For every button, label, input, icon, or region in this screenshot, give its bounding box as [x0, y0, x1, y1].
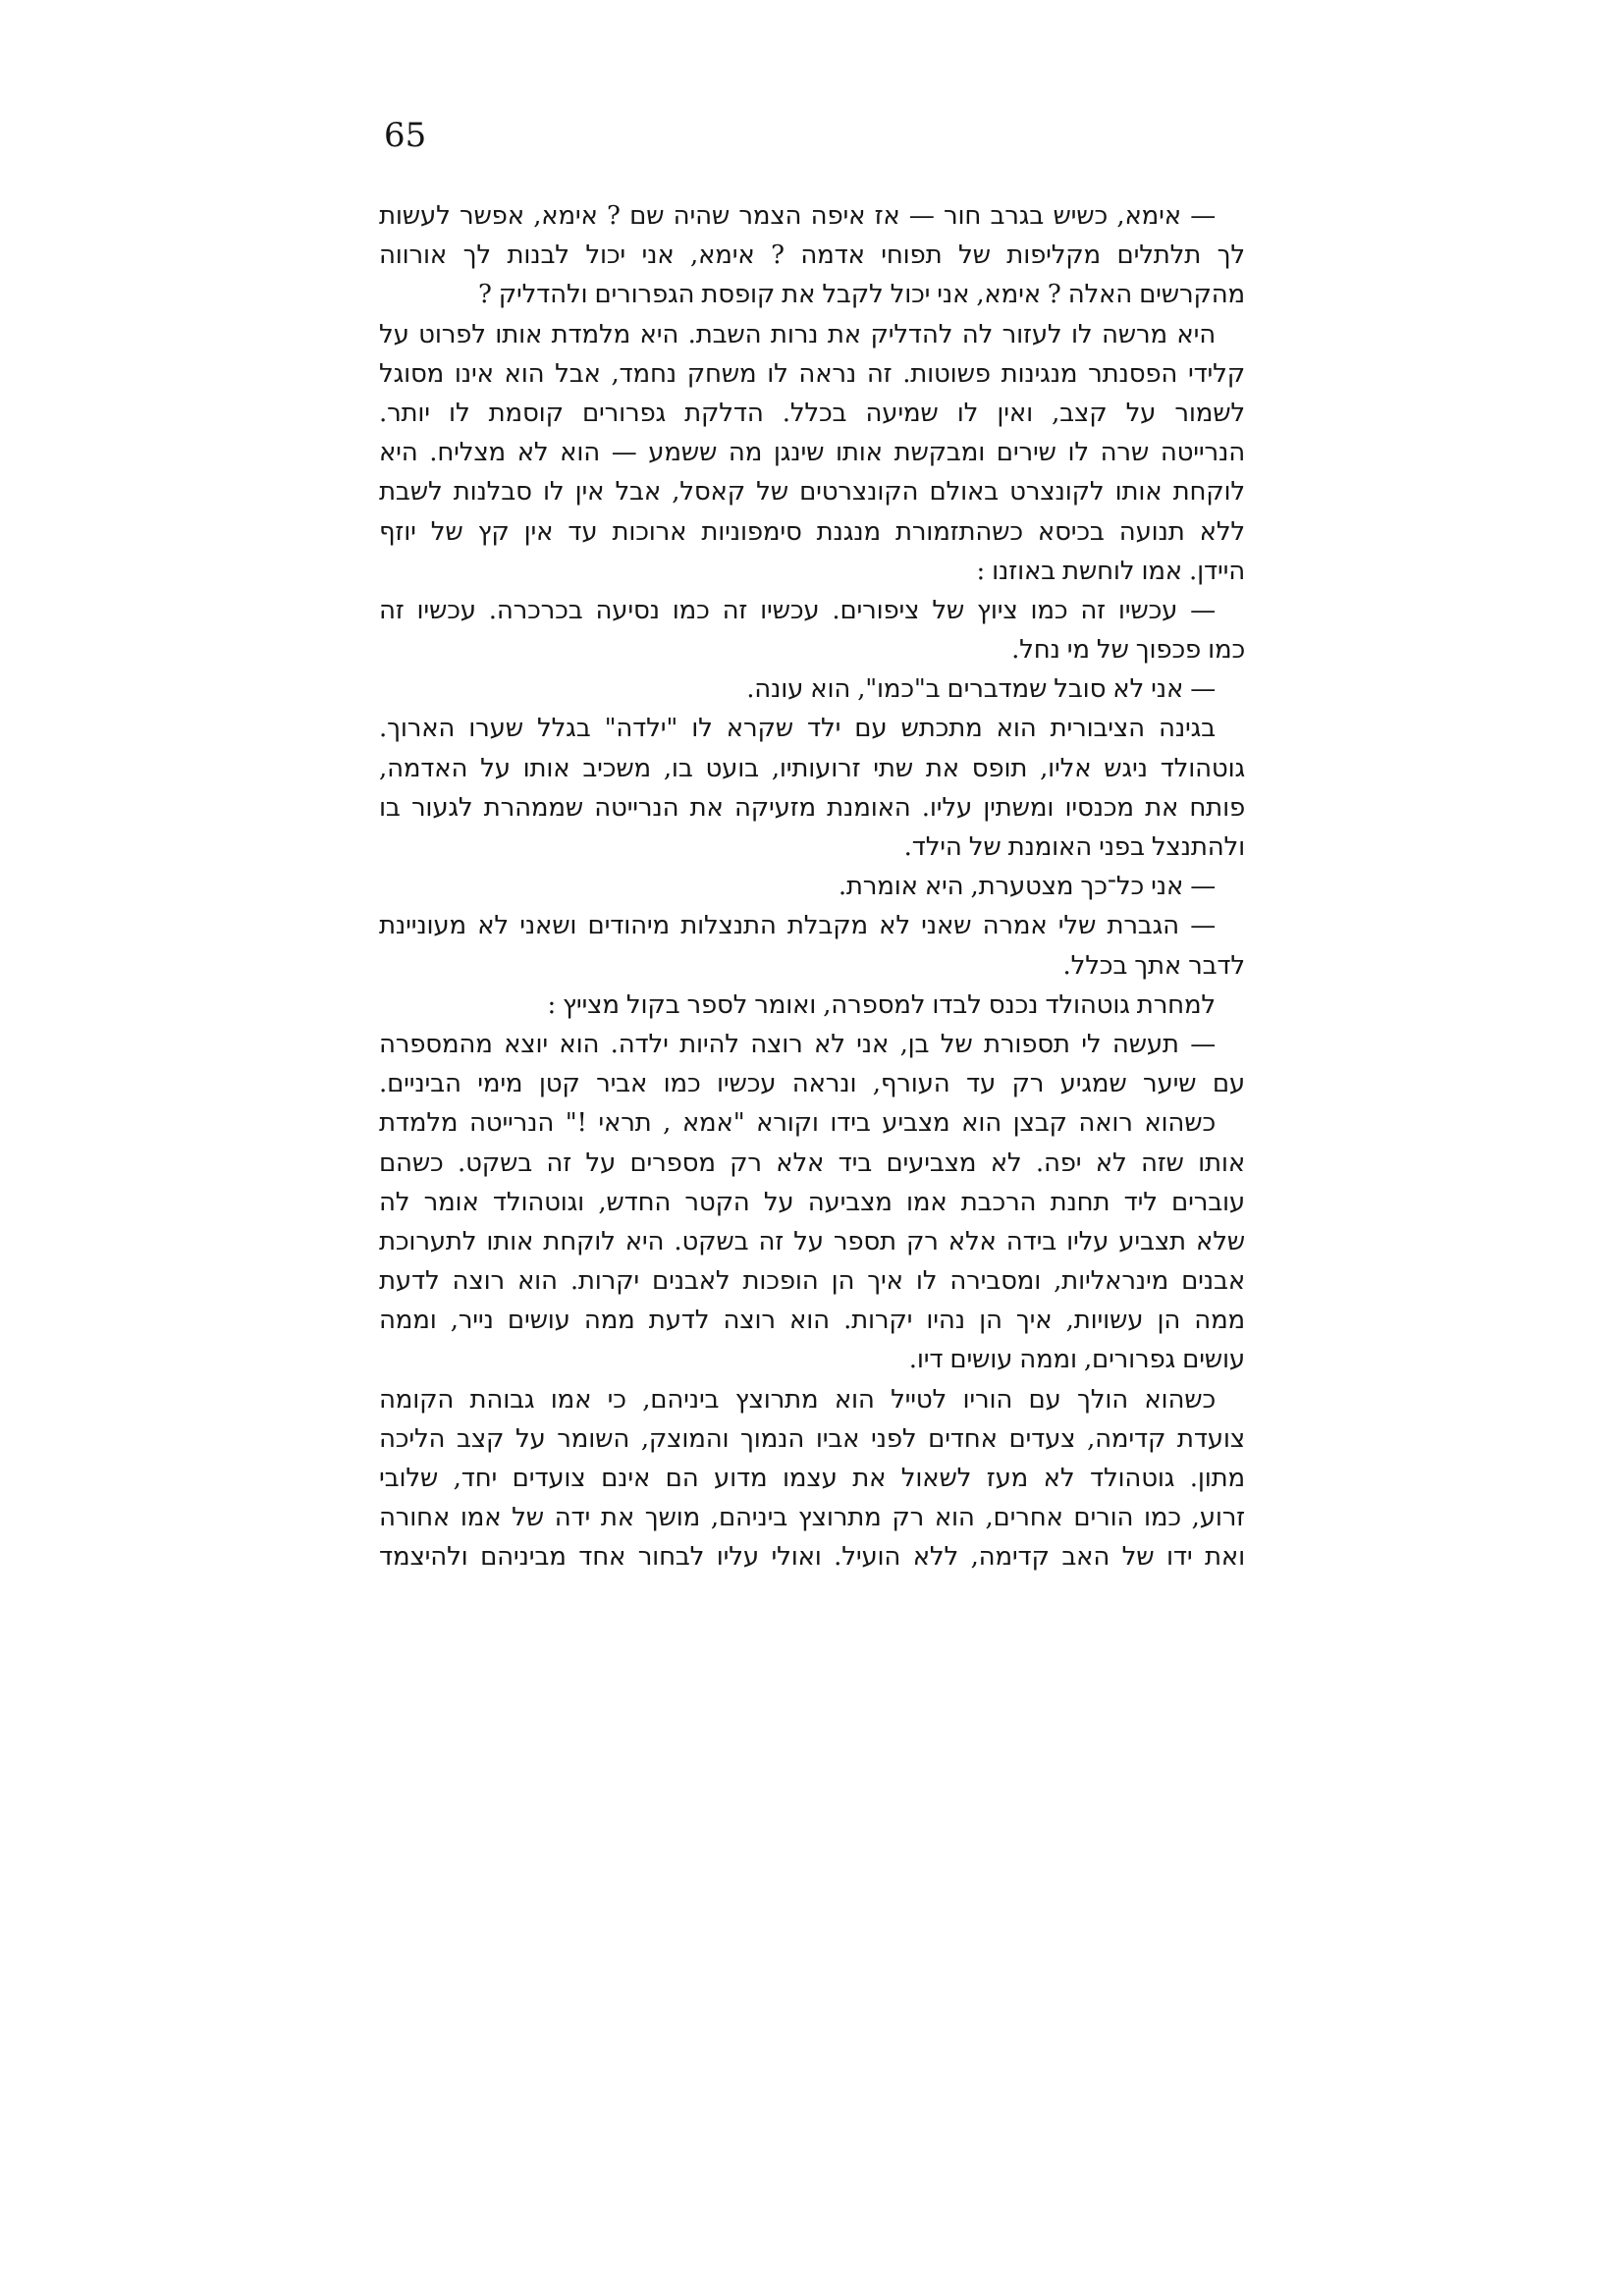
- text-line: עוברים ליד תחנת הרכבת אמו מצביעה על הקטר החדש, וגוטהולד אומר לה: [379, 1187, 1245, 1217]
- text-line: הנרייטה שרה לו שירים ומבקשת אותו שינגן מה ששמע — הוא לא מצליח. היא: [379, 438, 1245, 468]
- text-line: — אני לא סובל שמדברים ב"כמו", הוא עונה.: [746, 674, 1216, 705]
- text-line: מהקרשים האלה ? אימא, אני יכול לקבל את קופסת הגפרורים ולהדליק ?: [477, 280, 1245, 310]
- text-line: לשמור על קצב, ואין לו שמיעה בכלל. הדלקת גפרורים קוסמת לו יותר.: [379, 398, 1245, 428]
- text-line: אותו שזה לא יפה. לא מצביעים ביד אלא רק מספרים על זה בשקט. כשהם: [379, 1148, 1245, 1178]
- text-line: לך תלתלים מקליפות של תפוחי אדמה ? אימא, אני יכול לבנות לך אורווה: [379, 240, 1245, 271]
- text-line: עם שיער שמגיע רק עד העורף, ונראה עכשיו כמו אביר קטן מימי הביניים.: [379, 1069, 1245, 1099]
- text-line: היידן. אמו לוחשת באוזנו :: [976, 556, 1245, 586]
- page-number: 65: [384, 116, 427, 155]
- text-line: — תעשה לי תספורת של בן, אני לא רוצה להיות ילדה. הוא יוצא מהמספרה: [379, 1029, 1216, 1059]
- text-line: היא מרשה לו לעזור לה להדליק את נרות השבת. היא מלמדת אותו לפרוט על: [379, 319, 1216, 349]
- text-line: קלידי הפסנתר מנגינות פשוטות. זה נראה לו משחק נחמד, אבל הוא אינו מסוגל: [379, 358, 1245, 389]
- text-line: עושים גפרורים, וממה עושים דיו.: [908, 1345, 1245, 1375]
- text-line: למחרת גוטהולד נכנס לבדו למספרה, ואומר לספר בקול מצייץ :: [547, 989, 1216, 1020]
- text-line: ללא תנועה בכיסא כשהתזמורת מנגנת סימפוניות ארוכות עד אין קץ של יוזף: [379, 516, 1245, 547]
- text-line: כמו פכפוך של מי נחל.: [1011, 635, 1245, 666]
- text-line: מתון. גוטהולד לא מעז לשאול את עצמו מדוע הם אינם צועדים יחד, שלובי: [379, 1464, 1245, 1493]
- text-line: בגינה הציבורית הוא מתכתש עם ילד שקרא לו "ילדה" בגלל שערו הארוך.: [379, 714, 1216, 744]
- text-line: שלא תצביע עליו בידה אלא רק תספר על זה בשקט. היא לוקחת אותו לתערוכת: [379, 1226, 1245, 1256]
- text-line: כשהוא הולך עם הוריו לטייל הוא מתרוצץ ביניהם, כי אמו גבוהת הקומה: [379, 1384, 1216, 1415]
- text-line: — אני כל־כך מצטערת, היא אומרת.: [838, 872, 1216, 902]
- text-line: לדבר אתך בכלל.: [1062, 950, 1245, 981]
- text-line: ואת ידו של האב קדימה, ללא הועיל. ואולי עליו לבחור אחד מביניהם ולהיצמד: [379, 1542, 1245, 1573]
- text-line: כשהוא רואה קבצן הוא מצביע בידו וקורא "אמא , תראי !" הנרייטה מלמדת: [379, 1108, 1216, 1139]
- text-line: גוטהולד ניגש אליו, תופס את שתי זרועותיו, בועט בו, משכיב אותו על האדמה,: [379, 753, 1245, 783]
- text-line: צועדת קדימה, צעדים אחדים לפני אביו הנמוך והמוצק, השומר על קצב הליכה: [379, 1423, 1245, 1454]
- text-line: — עכשיו זה כמו ציוץ של ציפורים. עכשיו זה כמו נסיעה בכרכרה. עכשיו זה: [379, 595, 1216, 625]
- page-text: [379, 196, 1245, 1577]
- text-line: ולהתנצל בפני האומנת של הילד.: [903, 832, 1245, 862]
- text-line: אבנים מינראליות, ומסבירה לו איך הן הופכות לאבנים יקרות. הוא רוצה לדעת: [379, 1266, 1245, 1297]
- text-line: ממה הן עשויות, איך הן נהיו יקרות. הוא רוצה לדעת ממה עושים נייר, וממה: [379, 1306, 1245, 1336]
- text-line: זרוע, כמו הורים אחרים, הוא רק מתרוצץ ביניהם, מושך את ידה של אמו אחורה: [379, 1503, 1245, 1533]
- text-line: — הגברת שלי אמרה שאני לא מקבלת התנצלות מיהודים ושאני לא מעוניינת: [379, 911, 1216, 941]
- text-line: פותח את מכנסיו ומשתין עליו. האומנת מזעיקה את הנרייטה שממהרת לגעור בו: [379, 792, 1245, 823]
- text-line: לוקחת אותו לקונצרט באולם הקונצרטים של קאסל, אבל אין לו סבלנות לשבת: [379, 477, 1245, 507]
- text-line: — אימא, כשיש בגרב חור — אז איפה הצמר שהיה שם ? אימא, אפשר לעשות: [379, 201, 1216, 231]
